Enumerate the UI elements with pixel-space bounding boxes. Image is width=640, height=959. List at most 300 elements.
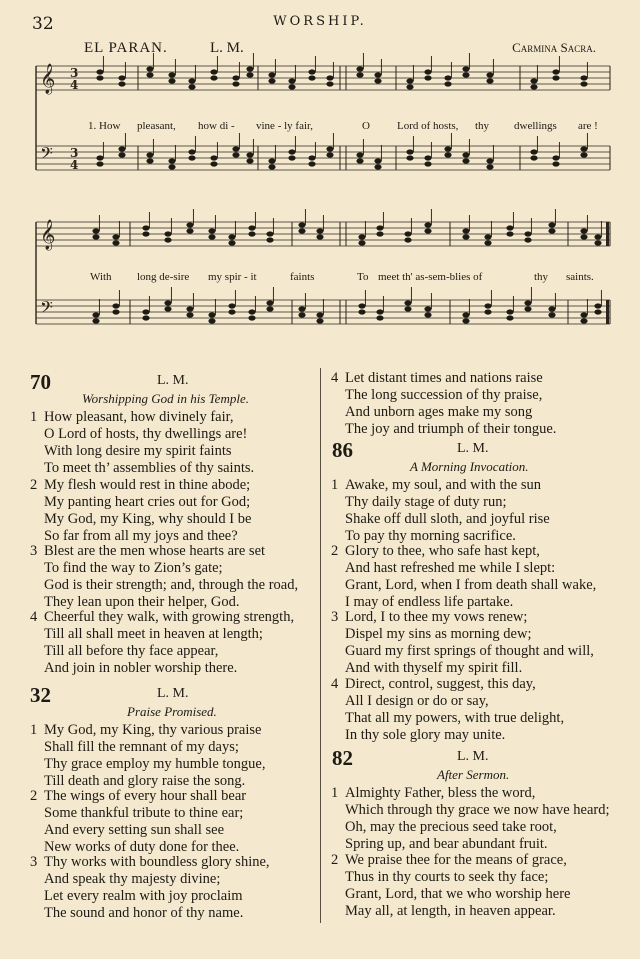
note-head [406,78,413,83]
note-head [462,228,469,233]
verse-number: 2 [331,852,339,868]
note-head [444,81,451,86]
verse-number: 2 [331,543,339,559]
note-head [288,149,295,154]
verse-line: And with thyself my spirit fill. [345,660,523,676]
note-head [424,75,431,80]
note-head [506,231,513,236]
note-head [356,152,363,157]
note-head [552,75,559,80]
note-head [142,315,149,320]
note-head [118,152,125,157]
verse-line: That all my powers, with true delight, [345,710,565,726]
note-head [146,152,153,157]
verse-line: Cheerful they walk, with growing strength, [44,609,295,625]
note-head [164,300,171,305]
note-head [594,240,601,245]
note-head [92,228,99,233]
stanza [331,785,610,853]
verse-line: The wings of every hour shall bear [44,788,247,804]
note-head [484,309,491,314]
verse-line: Spring up, and bear abundant fruit. [345,836,548,852]
verse-line: Till death and glory raise the song. [44,773,246,789]
note-head [232,75,239,80]
verse-line: With long desire my spirit faints [44,443,232,459]
note-head [92,234,99,239]
bass-clef-icon: 𝄢 [40,143,53,167]
note-head [208,228,215,233]
note-head [424,312,431,317]
tune-meter: L. M. [210,40,244,56]
stanza [331,852,571,920]
verse-number: 2 [30,788,38,804]
time-signature: 4 [70,158,79,172]
note-head [376,309,383,314]
bass-clef-icon: 𝄢 [40,297,53,321]
stanza [30,788,246,856]
verse-number: 1 [30,409,38,425]
hymn-subtitle: Praise Promised. [127,704,217,719]
note-head [164,306,171,311]
stanza [331,370,556,438]
note-head [298,312,305,317]
verse-line: Thus in thy courts to seek thy face; [345,869,549,885]
verse-line: Guard my first springs of thought and will, [345,643,594,659]
note-head [248,309,255,314]
time-signature: 3 [70,66,79,80]
verse-line: So far from all my joys and thee? [44,528,238,544]
note-head [308,161,315,166]
note-head [208,234,215,239]
note-head [142,225,149,230]
note-head [530,84,537,89]
note-head [486,72,493,77]
verse-line: Almighty Father, bless the word, [345,785,536,801]
note-head [462,152,469,157]
note-head [208,318,215,323]
note-head [316,234,323,239]
verse-number: 4 [30,609,38,625]
note-head [484,240,491,245]
verse-line: Some thankful tribute to thine ear; [44,805,244,821]
note-head [326,81,333,86]
hymn-subtitle: A Morning Invocation. [410,459,529,474]
note-head [530,155,537,160]
note-head [406,149,413,154]
verse-number: 3 [30,543,38,559]
note-head [246,152,253,157]
page-header-title: WORSHIP. [273,14,367,29]
note-head [548,312,555,317]
verse-line: Grant, Lord, when I from death shall wake, [345,577,597,593]
note-head [444,146,451,151]
note-head [376,315,383,320]
verse-line: I may of endless life partake. [345,594,514,610]
note-head [228,234,235,239]
time-signature: 4 [70,78,79,92]
note-head [462,72,469,77]
verse-line: Dispel my sins as morning dew; [345,626,532,642]
stanza [331,609,594,677]
hymn-meter: L. M. [157,686,189,701]
verse-line: Which through thy grace we now have heard; [345,802,610,818]
note-head [316,318,323,323]
note-head [210,161,217,166]
verse-number: 4 [331,676,339,692]
note-head [210,69,217,74]
lyric-word: meet th' as-sem-blies of [378,271,483,283]
final-barline [606,222,609,246]
verse-line: And speak thy majesty divine; [44,871,221,887]
note-head [580,75,587,80]
treble-clef-icon: 𝄞 [40,64,56,94]
stanza [30,543,298,611]
verse-number: 1 [331,785,339,801]
note-head [208,312,215,317]
note-head [164,231,171,236]
note-head [524,231,531,236]
note-head [462,234,469,239]
note-head [484,303,491,308]
note-head [376,231,383,236]
note-head [524,237,531,242]
note-head [374,158,381,163]
note-head [268,72,275,77]
note-head [594,303,601,308]
note-head [168,72,175,77]
stanza [30,854,270,922]
verse-number: 1 [30,722,38,738]
lyric-word: O [362,120,370,132]
verse-line: How pleasant, how divinely fair, [44,409,234,425]
note-head [268,78,275,83]
note-head [404,231,411,236]
note-head [358,303,365,308]
lyric-word: thy [534,271,549,283]
note-head [548,222,555,227]
verse-line: Thy daily stage of duty run; [345,494,507,510]
note-head [112,303,119,308]
stanza [30,477,251,545]
note-head [246,72,253,77]
verse-number: 2 [30,477,38,493]
hymn-meter: L. M. [457,441,489,456]
note-head [326,146,333,151]
verse-line: Shall fill the remnant of my days; [44,739,239,755]
lyric-word: dwellings [514,120,557,132]
note-head [308,155,315,160]
verse-line: My God, my King, thy various praise [44,722,262,738]
hymn-number: 86 [332,438,353,462]
note-head [552,161,559,166]
note-head [96,75,103,80]
note-head [186,306,193,311]
note-head [358,234,365,239]
verse-number: 3 [331,609,339,625]
stanza [30,409,254,477]
note-head [424,222,431,227]
note-head [146,158,153,163]
verse-line: And unborn ages make my song [345,404,533,420]
note-head [424,306,431,311]
note-head [462,318,469,323]
note-head [356,158,363,163]
note-head [486,164,493,169]
note-head [168,78,175,83]
note-head [580,152,587,157]
note-head [92,312,99,317]
verse-line: To meet th’ assemblies of thy saints. [44,460,255,476]
note-head [142,231,149,236]
note-head [424,155,431,160]
note-head [506,309,513,314]
verse-line: May all, at length, in heaven appear. [345,903,556,919]
verse-line: Thy works with boundless glory shine, [44,854,270,870]
note-head [326,75,333,80]
treble-clef-icon: 𝄞 [40,220,56,250]
hymn-meter: L. M. [457,749,489,764]
note-head [594,309,601,314]
note-head [246,66,253,71]
verse-line: And join in nobler worship there. [44,660,238,676]
note-head [462,158,469,163]
note-head [188,149,195,154]
note-head [266,300,273,305]
verse-line: And hast refreshed me while I slept: [345,560,556,576]
verse-line: The joy and triumph of their tongue. [345,421,557,437]
note-head [288,155,295,160]
note-head [298,222,305,227]
note-head [548,228,555,233]
note-head [118,146,125,151]
verse-number: 3 [30,854,38,870]
note-head [580,146,587,151]
note-head [188,78,195,83]
note-head [358,309,365,314]
note-head [406,155,413,160]
verse-line: The long succession of thy praise, [345,387,543,403]
note-head [268,158,275,163]
verse-line: Grant, Lord, that we who worship here [345,886,571,902]
note-head [580,234,587,239]
verse-line: Lord, I to thee my vows renew; [345,609,528,625]
note-head [228,303,235,308]
lyric-word: long de-sire [137,271,190,283]
note-head [228,309,235,314]
note-head [210,155,217,160]
note-head [186,312,193,317]
note-head [186,228,193,233]
stanza [30,609,294,677]
verse-line: Oh, may the precious seed take root, [345,819,557,835]
verse-line: My God, my King, why should I be [44,511,252,527]
note-head [358,240,365,245]
note-head [146,66,153,71]
note-head [164,237,171,242]
note-head [118,81,125,86]
lyric-word: thy [475,120,490,132]
note-head [316,312,323,317]
note-head [424,228,431,233]
verse-line: New works of duty done for thee. [44,839,240,855]
note-head [266,231,273,236]
note-head [96,155,103,160]
note-head [118,75,125,80]
note-head [406,84,413,89]
verse-line: Till all shall meet in heaven at length; [44,626,263,642]
note-head [580,312,587,317]
verse-line: To find the way to Zion’s gate; [44,560,223,576]
note-head [96,69,103,74]
note-head [298,306,305,311]
hymn-number: 70 [30,370,51,394]
hymn-meter: L. M. [157,373,189,388]
note-head [580,81,587,86]
note-head [552,155,559,160]
note-head [374,72,381,77]
note-head [548,306,555,311]
verse-number: 1 [331,477,339,493]
note-head [112,234,119,239]
verse-line: All I design or do or say, [345,693,489,709]
verse-line: Till all before thy face appear, [44,643,219,659]
verse-line: Direct, control, suggest, this day, [345,676,536,692]
verse-line: We praise thee for the means of grace, [345,852,567,868]
verse-line: And every setting sun shall see [44,822,225,838]
note-head [374,78,381,83]
lyric-word: To [357,271,369,283]
note-head [232,146,239,151]
note-head [530,149,537,154]
stanza [331,543,596,611]
note-head [248,231,255,236]
lyric-word: saints. [566,271,594,283]
lyric-word: 1. How [88,120,121,132]
verse-line: Let distant times and nations raise [345,370,543,386]
note-head [142,309,149,314]
final-barline [606,300,609,324]
note-head [188,84,195,89]
note-head [424,161,431,166]
note-head [580,228,587,233]
note-head [228,240,235,245]
lyric-word: With [90,271,112,283]
note-head [146,72,153,77]
verse-line: Thy grace employ my humble tongue, [44,756,266,772]
note-head [552,69,559,74]
verse-line: My panting heart cries out for God; [44,494,251,510]
note-head [92,318,99,323]
tune-name: EL PARAN. [84,40,168,56]
hymn-number: 32 [30,683,51,707]
note-head [462,312,469,317]
hymn-number: 82 [332,746,353,770]
note-head [580,318,587,323]
lyric-word: are ! [578,120,598,132]
note-head [308,75,315,80]
verse-line: Awake, my soul, and with the sun [345,477,542,493]
note-head [524,306,531,311]
note-head [356,72,363,77]
note-head [444,152,451,157]
note-head [524,300,531,305]
note-head [268,164,275,169]
note-head [530,78,537,83]
note-head [462,66,469,71]
lyric-word: pleasant, [137,120,176,132]
note-head [486,78,493,83]
note-head [248,315,255,320]
verse-number: 4 [331,370,339,386]
note-head [486,158,493,163]
verse-line: To pay thy morning sacrifice. [345,528,516,544]
note-head [356,66,363,71]
music-score [0,0,640,360]
note-head [374,164,381,169]
verse-line: Shake off dull sloth, and joyful rise [345,511,550,527]
note-head [112,240,119,245]
note-head [594,234,601,239]
verse-line: Glory to thee, who safe hast kept, [345,543,540,559]
lyric-word: vine - ly fair, [256,120,313,132]
note-head [484,234,491,239]
note-head [248,225,255,230]
verse-line: O Lord of hosts, thy dwellings are! [44,426,248,442]
stanza [331,676,564,744]
note-head [288,84,295,89]
lyric-word: Lord of hosts, [397,120,459,132]
hymn-subtitle: Worshipping God in his Temple. [82,391,249,406]
stanza [30,722,265,790]
lyric-word: my spir - it [208,271,257,283]
verse-line: My flesh would rest in thine abode; [44,477,251,493]
verse-line: Blest are the men whose hearts are set [44,543,266,559]
verse-line: In thy sole glory may unite. [345,727,506,743]
stanza [331,477,550,545]
note-head [506,225,513,230]
note-head [168,164,175,169]
note-head [232,81,239,86]
page-number: 32 [32,14,54,34]
note-head [246,158,253,163]
lyric-word: faints [290,271,315,283]
note-head [298,228,305,233]
note-head [308,69,315,74]
note-head [506,315,513,320]
note-head [266,306,273,311]
note-head [112,309,119,314]
column-divider [320,368,321,923]
lyric-word: how di - [198,120,235,132]
note-head [376,225,383,230]
note-head [168,158,175,163]
note-head [266,237,273,242]
note-head [444,75,451,80]
note-head [316,228,323,233]
note-head [404,300,411,305]
hymn-subtitle: After Sermon. [437,767,510,782]
verse-line: They lean upon their helper, God. [44,594,240,610]
note-head [424,69,431,74]
note-head [404,306,411,311]
time-signature: 3 [70,146,79,160]
note-head [232,152,239,157]
note-head [288,78,295,83]
note-head [188,155,195,160]
verse-line: The sound and honor of thy name. [44,905,244,921]
note-head [186,222,193,227]
note-head [210,75,217,80]
